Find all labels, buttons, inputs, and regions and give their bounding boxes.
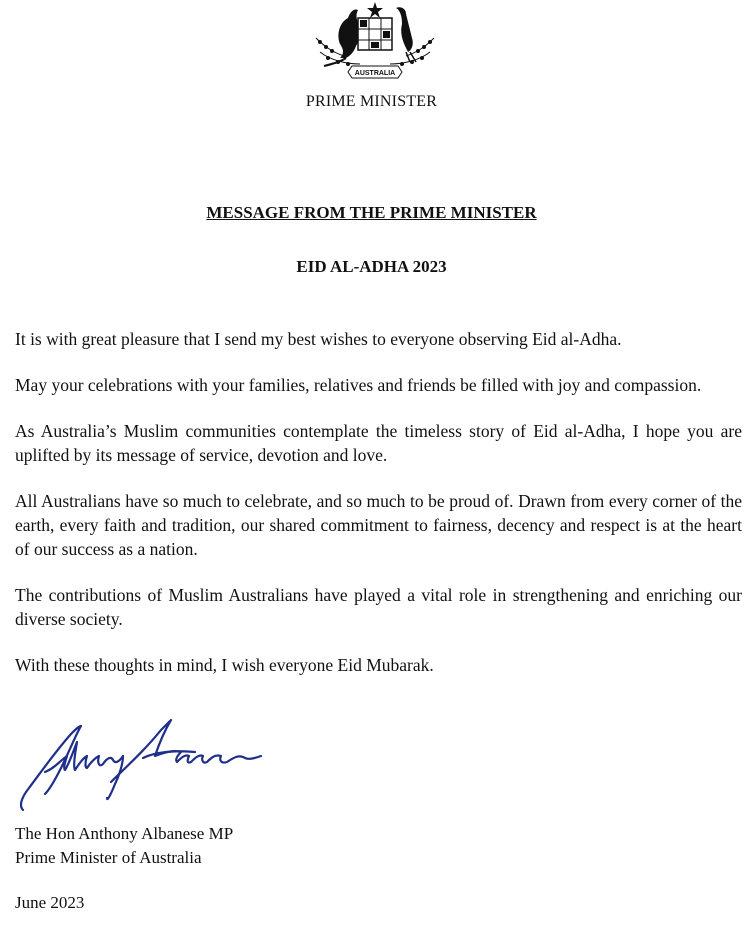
handwritten-signature	[15, 712, 275, 817]
coat-of-arms-icon	[310, 0, 440, 82]
paragraph: May your celebrations with your families, relatives and friends be filled with joy and compassion.	[15, 375, 702, 395]
document-date: June 2023	[15, 893, 85, 912]
paragraph: It is with great pleasure that I send my best wishes to everyone observing Eid al-Adha.	[15, 329, 622, 349]
signatory-block	[15, 822, 233, 870]
signatory-name: The Hon Anthony Albanese MP	[15, 824, 234, 843]
paragraph: With these thoughts in mind, I wish everyone Eid Mubarak.	[15, 655, 434, 675]
paragraph: The contributions of Muslim Australians have played a vital role in strengthening and enriching our diverse society.	[15, 585, 742, 629]
message-body	[15, 327, 742, 699]
paragraph: All Australians have so much to celebrate, and so much to be proud of. Drawn from every corner of the earth, every faith and tradition, our shared commitment to fairness, decency and respect is at the heart of our success as a nation.	[15, 491, 742, 559]
document-title: MESSAGE FROM THE PRIME MINISTER	[206, 203, 537, 222]
signatory-role: Prime Minister of Australia	[15, 848, 202, 867]
crest-scroll-text: AUSTRALIA	[354, 70, 396, 77]
office-label: PRIME MINISTER	[305, 93, 438, 110]
paragraph: As Australia’s Muslim communities contemplate the timeless story of Eid al-Adha, I hope you are uplifted by its message of service, devotion and love.	[15, 421, 742, 465]
document-subtitle: EID AL-ADHA 2023	[296, 257, 447, 276]
